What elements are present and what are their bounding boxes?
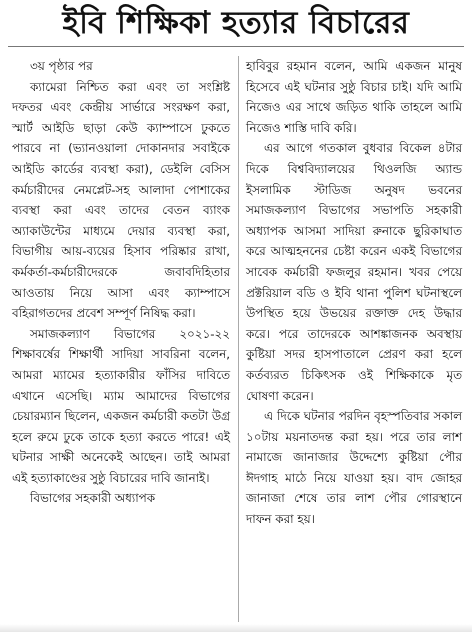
page-reference: ৩য় পৃষ্ঠার পর bbox=[30, 59, 93, 73]
left-column bbox=[12, 56, 230, 509]
left-paragraph-1: ক্যামেরা নিশ্চিত করা এবং তা সংশ্লিষ্ট দফতর এবং কেন্দ্রীয় সার্ভারে সংরক্ষণ করা, স্মার্ট আইডি ছাড়া কেউ ক্যাম্পাসে ঢুকতে পারবে না (ভ্যানওয়ালা দোকানদার সবাইকে আইডি কার্ডের ব্যবস্থা করা), ডেইলি বেসিস কর্মচারীদের নেমপ্লেট-সহ আলাদা পোশাকের ব্যবস্থা করা এবং তাদের বেতন ব্যাংক অ্যাকাউন্টের মাধ্যমে দেয়ার ব্যবস্থা করা, বিভাগীয় আয়-ব্যয়ের হিসাব পরিষ্কার রাখা, কর্মকর্তা-কর্মচারীদেরকে জবাবদিহিতার আওতায় নিয়ে আসা এবং ক্যাম্পাসে বহিরাগতদের প্রবেশ সম্পূর্ণ নিষিদ্ধ করা। bbox=[12, 79, 230, 321]
right-column bbox=[246, 56, 462, 530]
column-divider bbox=[238, 56, 239, 622]
left-paragraph-3: বিভাগের সহকারী অধ্যাপক bbox=[30, 491, 156, 506]
right-paragraph-2: এর আগে গতকাল বুধবার বিকেল ৪টার দিকে বিশ্ববিদ্যালয়ের থিওলজি অ্যান্ড ইসলামিক স্টাডিজ অনুষদ ভবনের সমাজকল্যাণ বিভাগের সভাপতি সহকারী অধ্যাপক আসমা সাদিয়া রুনাকে ছুরিকাঘাত করে আত্মহননের চেষ্টা করেন একই বিভাগের সাবেক কর্মচারী ফজলুর রহমান। খবর পেয়ে প্রক্টরিয়াল বডি ও ইবি থানা পুলিশ ঘটনাস্থলে উপস্থিত হয়ে উভয়ের রক্তাক্ত দেহ উদ্ধার করে। পরে তাদেরকে আশঙ্কাজনক অবস্থায় কুষ্টিয়া সদর হাসপাতালে প্রেরণ করা হলে কর্তব্যরত চিকিৎসক ওই শিক্ষিকাকে মৃত ঘোষণা করেন। bbox=[246, 141, 462, 403]
right-paragraph-3: এ দিকে ঘটনার পরদিন বৃহস্পতিবার সকাল ১০টায় ময়নাতদন্ত করা হয়। পরে তার লাশ নামাজে জানাজার উদ্দেশ্যে কুষ্টিয়া পৌর ঈদগাহ মাঠে নিয়ে যাওয়া হয়। বাদ জোহর জানাজা শেষে তার লাশ পৌর গোরস্থানে দাফন করা হয়। bbox=[246, 409, 462, 527]
headline-rule bbox=[8, 46, 464, 47]
right-paragraph-1: হাবিবুর রহমান বলেন, আমি একজন মানুষ হিসেবে এই ঘটনার সুষ্ঠু বিচার চাই। যদি আমি নিজেও এর সাথে জড়িত থাকি তাহলে আমি নিজেও শাস্তি দাবি করি। bbox=[246, 59, 462, 135]
headline: ইবি শিক্ষিকা হত্যার বিচারের bbox=[62, 5, 410, 41]
bottom-edge bbox=[0, 624, 472, 632]
left-paragraph-2: সমাজকল্যাণ বিভাগের ২০২১-২২ শিক্ষাবর্ষের শিক্ষার্থী সাদিয়া সাবরিনা বলেন, আমরা ম্যামের হত্যাকারীর ফাঁসির দাবিতে এখানে এসেছি। ম্যাম আমাদের বিভাগের চেয়ারম্যান ছিলেন, একজন কর্মচারী কতটা উগ্র হলে রুমে ঢুকে তাকে হত্যা করতে পারে! এই ঘটনার সাক্ষী অনেকেই আছেন। তাই আমরা এই হত্যাকাণ্ডের সুষ্ঠু বিচারের দাবি জানাই। bbox=[12, 326, 231, 485]
